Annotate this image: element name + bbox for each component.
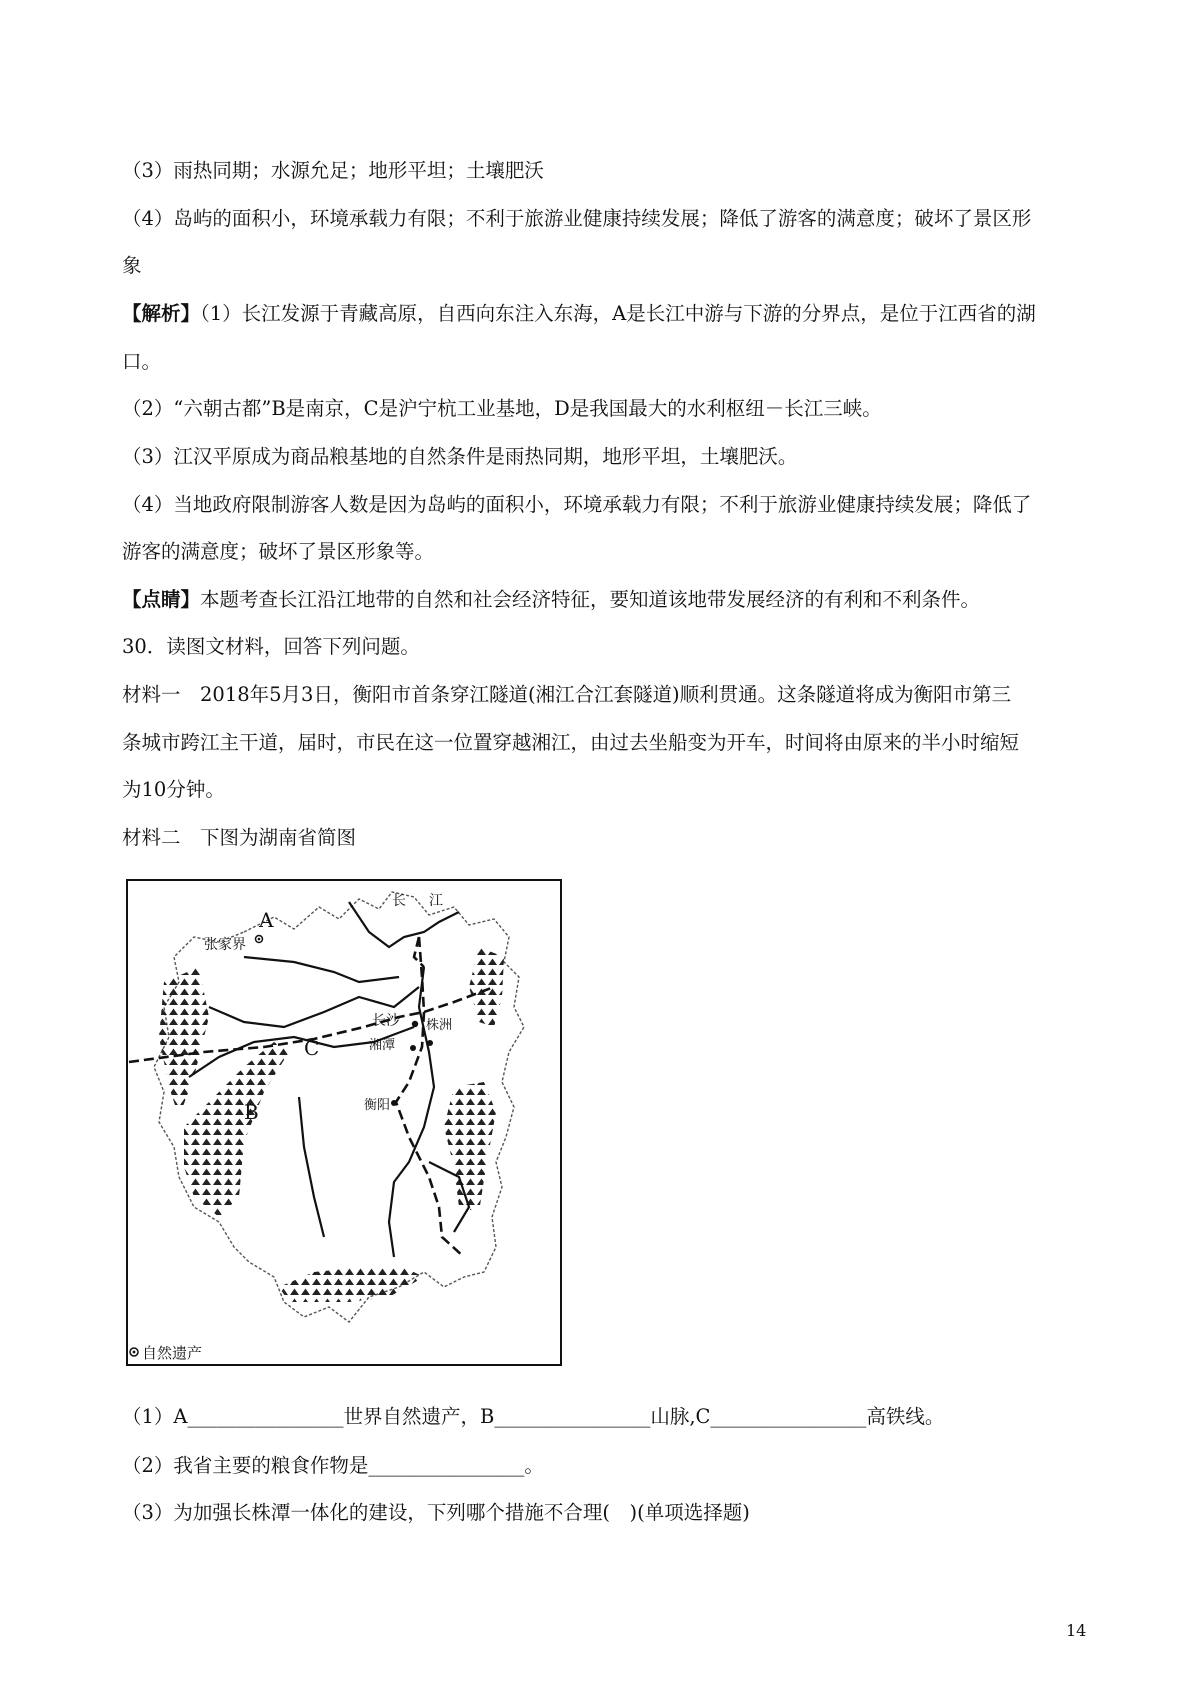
material-2: 材料二 下图为湖南省简图 [122,826,357,849]
map-river-label-2: 江 [429,893,443,909]
comment-label: 【点睛】 [122,588,201,611]
answer-4-line2: 象 [122,254,142,277]
lishui-river [244,957,399,982]
map-label-c: C [304,1036,320,1060]
page-number: 14 [1066,1621,1087,1640]
analysis-text: （1）长江发源于青藏高原，自西向东注入东海，A是长江中游与下游的分界点，是位于江西省的湖 [200,302,1036,325]
question-3: （3）为加强长株潭一体化的建设，下列哪个措施不合理( )(单项选择题) [122,1501,750,1524]
comment-text: 本题考查长江沿江地带的自然和社会经济特征，要知道该地带发展经济的有利和不利条件。 [200,588,981,611]
analysis-paragraph-1-cont: 口。 [122,350,162,373]
hunan-map-svg [124,877,564,1368]
analysis-paragraph-4-cont: 游客的满意度；破坏了景区形象等。 [122,540,435,563]
answer-3: （3）雨热同期；水源允足；地形平坦；土壤肥沃 [122,159,544,182]
material-1-line3: 为10分钟。 [122,778,225,801]
map-label-a: A [259,908,274,932]
material-1-line2: 条城市跨江主干道，届时，市民在这一位置穿越湘江，由过去坐船变为开车，时间将由原来的半小时缩短 [122,731,1020,754]
river-south [299,1097,324,1237]
map-river-label-1: 长 [392,893,406,909]
mountain-texture [159,947,504,1302]
comment-paragraph [122,587,980,613]
analysis-paragraph-4: （4）当地政府限制游客人数是因为岛屿的面积小，环境承载力有限；不利于旅游业健康持续发展；降低了 [122,493,1032,516]
analysis-paragraph-3: （3）江汉平原成为商品粮基地的自然条件是雨热同期，地形平坦，土壤肥沃。 [122,445,798,468]
analysis-paragraph-1 [122,301,1036,327]
question-2: （2）我省主要的粮食作物是________________。 [122,1454,544,1477]
analysis-paragraph-2: （2）“六朝古都”B是南京，C是沪宁杭工业基地，D是我国最大的水利枢纽－长江三峡。 [122,397,882,420]
map-city-changsha: 长沙 [372,1013,400,1029]
map-legend [130,1344,202,1362]
map-city-hengyang: 衡阳 [364,1098,391,1113]
hunan-map [124,877,564,1368]
map-city-xiangtan: 湘潭 [369,1038,396,1053]
answer-4-line1: （4）岛屿的面积小，环境承载力有限；不利于旅游业健康持续发展；降低了游客的满意度；破坏了景区形 [122,207,1032,230]
map-city-zhuzhou: 株洲 [426,1018,453,1033]
rail-north-branch [414,937,424,967]
map-city-zhangjiajie: 张家界 [204,937,246,953]
map-label-b: B [244,1100,259,1124]
question-title: 30．读图文材料，回答下列问题。 [122,635,420,658]
question-1: （1）A________________世界自然遗产，B________________山脉,C________________高铁线。 [122,1405,945,1428]
map-legend-label: 自然遗产 [142,1344,203,1362]
material-1-line1: 材料一 2018年5月3日，衡阳市首条穿江隧道(湘江合江套隧道)顺利贯通。这条隧道将成为衡阳市第三 [122,683,1012,706]
analysis-label: 【解析】 [122,302,201,325]
